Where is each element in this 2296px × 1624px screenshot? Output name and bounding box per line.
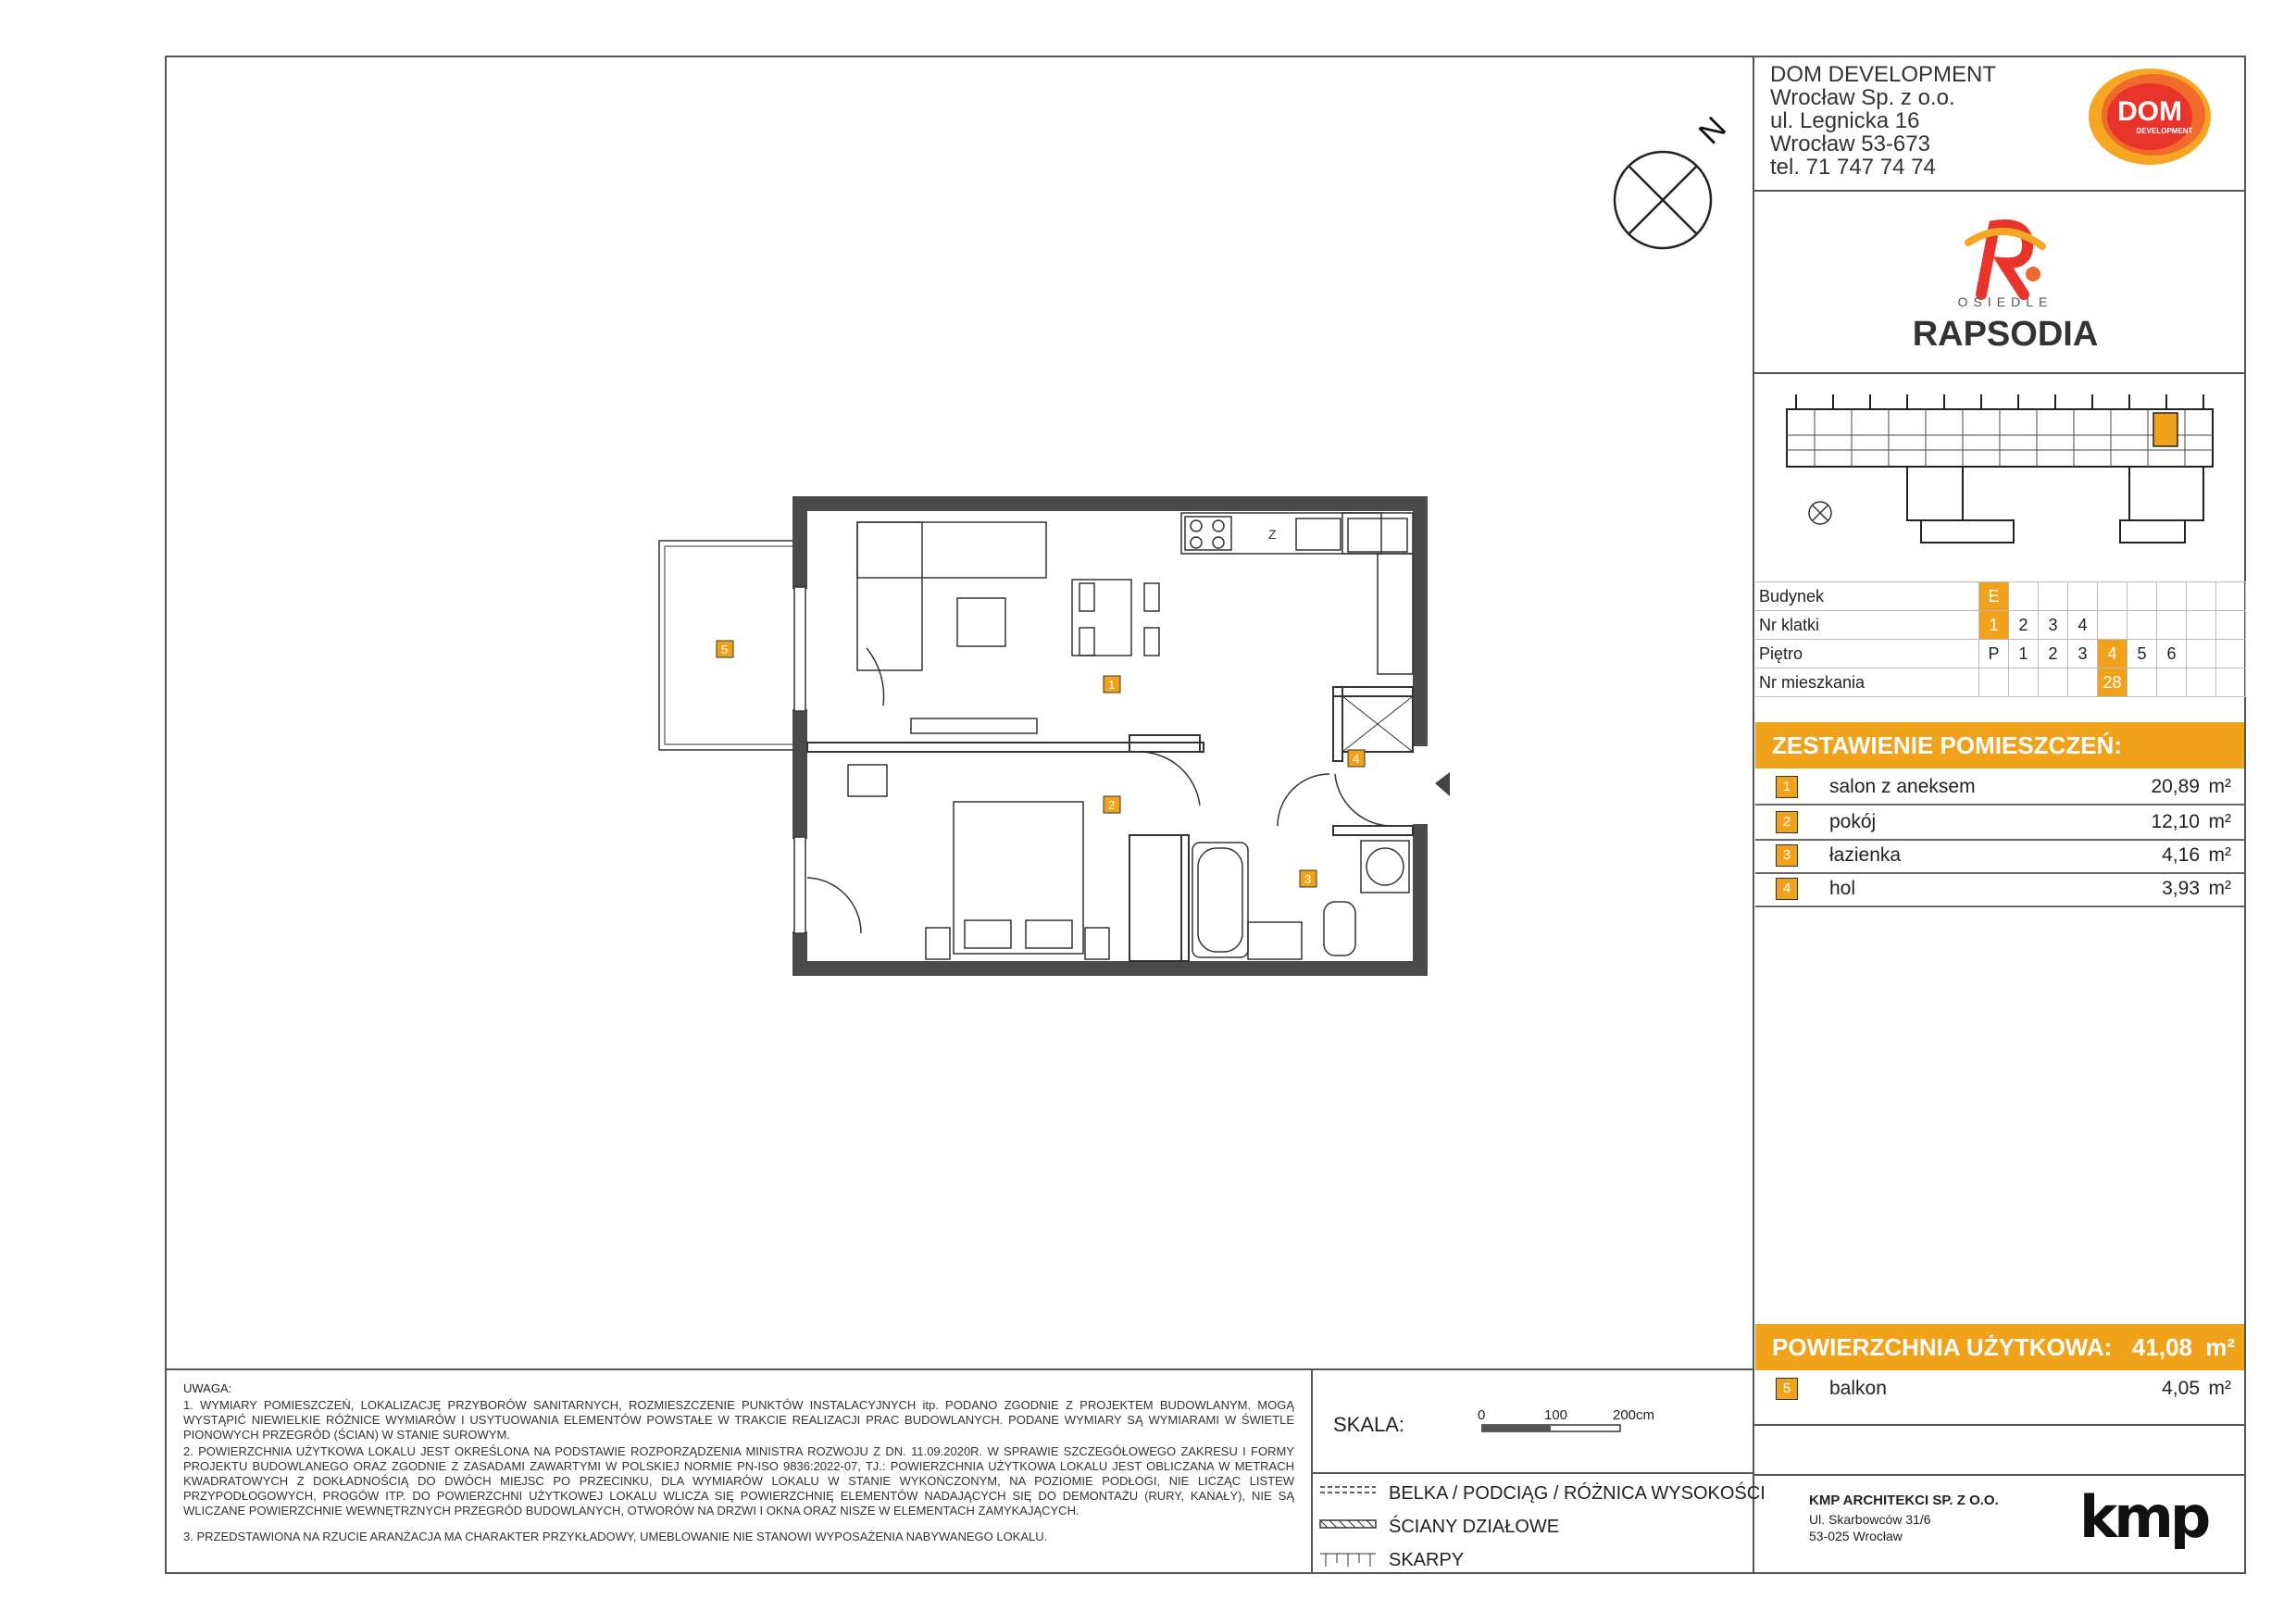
- room-area: 20,89: [2151, 776, 2200, 797]
- legend-divider: [1311, 1368, 1313, 1574]
- scale-tick-200: 200cm: [1613, 1407, 1655, 1423]
- table-cell: 28: [2098, 668, 2128, 697]
- dom-development-logo: [2085, 65, 2215, 169]
- developer-line: Wrocław Sp. z o.o.: [1770, 85, 1955, 110]
- fridge-label: Z: [1268, 527, 1277, 542]
- table-row: [1755, 668, 2246, 697]
- logo-subtext: DEVELOPMENT: [2136, 127, 2193, 135]
- table-cell: [2157, 582, 2187, 611]
- notes-divider: [165, 1368, 1753, 1370]
- row-label: Nr klatki: [1755, 611, 1979, 640]
- plan-marker-label-4: 4: [1353, 752, 1360, 766]
- table-cell: [2216, 640, 2246, 668]
- plan-marker-label-2: 2: [1108, 798, 1116, 812]
- legend-slopes: SKARPY: [1389, 1550, 1465, 1570]
- bathroom-fixtures: [1192, 841, 1409, 959]
- room-name: pokój: [1829, 811, 1877, 832]
- table-cell: [2098, 582, 2128, 611]
- row-label: Piętro: [1755, 640, 1979, 668]
- note-item: 3. PRZEDSTAWIONA NA RZUCIE ARANŻACJA MA CHARAKTER PRZYKŁADOWY, UMEBLOWANIE NIE STANOWI WYPOSAŻENIA NABYWANEGO LOKALU.: [183, 1530, 1048, 1543]
- table-cell: [2187, 611, 2216, 640]
- table-cell: E: [1979, 582, 2009, 611]
- header-divider-4: [1753, 1474, 2246, 1476]
- notes-heading: UWAGA:: [183, 1381, 232, 1395]
- table-cell: 1: [1979, 611, 2009, 640]
- table-cell: [2068, 582, 2098, 611]
- room-number: 4: [1776, 878, 1798, 900]
- balcony-area: 4,05: [2162, 1378, 2200, 1399]
- room-unit: m²: [2208, 844, 2231, 866]
- entrance-arrow: [1435, 772, 1450, 796]
- room-area: 3,93: [2162, 878, 2200, 899]
- logo-text: DOM: [2117, 96, 2182, 127]
- table-cell: [2187, 582, 2216, 611]
- table-cell: [2098, 611, 2128, 640]
- developer-line: tel. 71 747 74 74: [1770, 155, 1936, 180]
- row-label: Budynek: [1755, 582, 1979, 611]
- room-row: [1755, 806, 2244, 841]
- scale-tick-100: 100: [1544, 1407, 1568, 1423]
- room-markers: [717, 641, 1365, 887]
- table-cell: [2187, 668, 2216, 697]
- room-area: 12,10: [2151, 811, 2200, 832]
- room-number: 2: [1776, 811, 1798, 833]
- architect-name: KMP ARCHITEKCI SP. Z O.O.: [1809, 1493, 1999, 1508]
- developer-line: ul. Legnicka 16: [1770, 108, 1920, 133]
- room-area: 4,16: [2162, 844, 2200, 866]
- header-divider-2: [1753, 372, 2246, 374]
- table-cell: [2039, 582, 2068, 611]
- table-cell: [2128, 668, 2157, 697]
- table-cell: [2039, 668, 2068, 697]
- bedroom-furniture: [848, 765, 1109, 959]
- room-unit: m²: [2208, 776, 2231, 797]
- project-name: RAPSODIA: [1912, 315, 2099, 354]
- scale-label: SKALA:: [1333, 1413, 1405, 1436]
- table-cell: [2068, 668, 2098, 697]
- room-name: hol: [1829, 878, 1856, 899]
- usable-area-value: 41,08: [2131, 1333, 2192, 1361]
- developer-address: [1770, 63, 1996, 179]
- table-cell: [2216, 611, 2246, 640]
- legend-beam: BELKA / PODCIĄG / RÓŻNICA WYSOKOŚCI: [1389, 1483, 1766, 1504]
- table-cell: 1: [2009, 640, 2039, 668]
- usable-area-unit: m²: [2205, 1333, 2235, 1361]
- table-row: [1755, 640, 2246, 668]
- architect-city: 53-025 Wrocław: [1809, 1529, 1903, 1543]
- scale-tick-0: 0: [1478, 1407, 1486, 1423]
- table-cell: 2: [2039, 640, 2068, 668]
- table-cell: 4: [2098, 640, 2128, 668]
- table-cell: 4: [2068, 611, 2098, 640]
- table-cell: [2216, 668, 2246, 697]
- table-cell: [1979, 668, 2009, 697]
- architect-address: Ul. Skarbowców 31/6: [1809, 1512, 1931, 1527]
- table-cell: [2128, 611, 2157, 640]
- balcony-number: 5: [1776, 1378, 1798, 1400]
- table-cell: 5: [2128, 640, 2157, 668]
- room-number: 1: [1776, 776, 1798, 798]
- plan-marker-label-5: 5: [721, 643, 729, 656]
- row-label: Nr mieszkania: [1755, 668, 1979, 697]
- balcony-unit: m²: [2208, 1378, 2231, 1399]
- header-divider-1: [1753, 190, 2246, 192]
- table-cell: P: [1979, 640, 2009, 668]
- table-cell: 3: [2068, 640, 2098, 668]
- room-name: salon z aneksem: [1829, 776, 1976, 797]
- developer-line: DOM DEVELOPMENT: [1770, 62, 1997, 87]
- table-cell: [2128, 582, 2157, 611]
- table-row: [1755, 582, 2246, 611]
- room-unit: m²: [2208, 878, 2231, 899]
- table-cell: [2157, 668, 2187, 697]
- table-cell: 2: [2009, 611, 2039, 640]
- living-furniture: [857, 522, 1159, 733]
- building-key-plan: [1778, 389, 2231, 546]
- room-unit: m²: [2208, 811, 2231, 832]
- scale-divider: [1311, 1472, 1753, 1474]
- floor-plan: [648, 491, 1463, 991]
- table-cell: [2009, 582, 2039, 611]
- legend-symbols: [1318, 1480, 1383, 1572]
- scale-bar: [1481, 1424, 1629, 1433]
- legend-walls: ŚCIANY DZIAŁOWE: [1389, 1517, 1560, 1537]
- room-row: [1755, 839, 2244, 874]
- rapsodia-logo: [1950, 209, 2061, 302]
- apartment-info-table: [1755, 581, 2246, 697]
- plan-marker-label-1: 1: [1108, 678, 1116, 692]
- table-row: [1755, 611, 2246, 640]
- table-cell: [2009, 668, 2039, 697]
- note-item: 1. WYMIARY POMIESZCZEŃ, LOKALIZACJĘ PRZYBORÓW SANITARNYCH, ROZMIESZCZENIE PUNKTÓW INSTALACYJNYCH itp. PODANO ZGODNIE Z PROJEKTEM BUDOWLANYM. MOGĄ WYSTĄPIĆ NIEWIELKIE RÓŻNICE WYMIARÓW I USYTUOWANIA ELEMENTÓW POWSTAŁE W TRAKCIE REALIZACJI PRAC BUDOWLANYCH. PODANE WYMIARY SĄ WYMIARAMI W ŚWIETLE PIONOWYCH PRZEGRÓD (ŚCIAN) W STANIE SUROWYM.: [183, 1398, 1294, 1442]
- usable-area-label: POWIERZCHNIA UŻYTKOWA:: [1772, 1333, 2113, 1361]
- architect-info: [1809, 1493, 1999, 1543]
- room-row: [1755, 770, 2244, 806]
- rooms-heading: ZESTAWIENIE POMIESZCZEŃ:: [1755, 722, 2244, 768]
- table-cell: [2216, 582, 2246, 611]
- right-panel-divider: [1753, 56, 1754, 1574]
- kitchen-furniture: [1181, 513, 1413, 674]
- kmp-logo: kmp: [2079, 1483, 2208, 1551]
- balcony-row: [1755, 1372, 2244, 1405]
- usable-area-bar: [1755, 1324, 2244, 1370]
- plan-marker-label-3: 3: [1304, 872, 1312, 886]
- north-label: N: [1691, 110, 1734, 152]
- table-cell: [2187, 640, 2216, 668]
- table-cell: 3: [2039, 611, 2068, 640]
- header-divider-3: [1753, 1424, 2246, 1426]
- room-row: [1755, 872, 2244, 907]
- table-cell: 6: [2157, 640, 2187, 668]
- note-item: 2. POWIERZCHNIA UŻYTKOWA LOKALU JEST OKREŚLONA NA PODSTAWIE ROZPORZĄDZENIA MINISTRA ROZWOJU Z DN. 11.09.2020R. W SPRAWIE SZCZEGÓŁOWEGO ZAKRESU I FORMY PROJEKTU BUDOWLANEGO ORAZ ZGODNIE Z ZASADAMI ZAWARTYMI W POLSKIEJ NORMIE PN-ISO 9836:2022-07, TJ.: POWIERZCHNIA UŻYTKOWA LOKALU JEST OBLICZANA W METRACH KWADRATOWYCH Z DOKŁADNOŚCIĄ DO DWÓCH MIEJSC PO PRZECINKU, DLA WYMIARÓW LOKALU W STANIE WYKOŃCZONYM, NA POZIOMIE PODŁOGI, NIE LICZĄC LISTEW PRZYPODŁOGOWYCH, PROGÓW ITP. DO POWIERZCHNI UŻYTKOWEJ LOKALU WLICZA SIĘ POWIERZCHNIĘ ELEMENTÓW NADAJĄCYCH SIĘ DO DEMONTAŻU (RURY, KANAŁY), NIE SĄ WLICZANE POWIERZCHNIE WEWNĘTRZNYCH PRZEGRÓD BUDOWLANYCH, OTWORÓW NA DRZWI I OKNA ORAZ NISZE W ELEMENTACH ZAMYKAJĄCYCH.: [183, 1444, 1294, 1518]
- table-cell: [2157, 611, 2187, 640]
- developer-line: Wrocław 53-673: [1770, 131, 1930, 156]
- room-number: 3: [1776, 844, 1798, 867]
- doors: [807, 648, 1389, 933]
- room-name: łazienka: [1829, 844, 1902, 866]
- balcony-name: balkon: [1829, 1378, 1887, 1399]
- project-prefix: OSIEDLE: [1957, 294, 2053, 309]
- interior-walls: [807, 687, 1413, 961]
